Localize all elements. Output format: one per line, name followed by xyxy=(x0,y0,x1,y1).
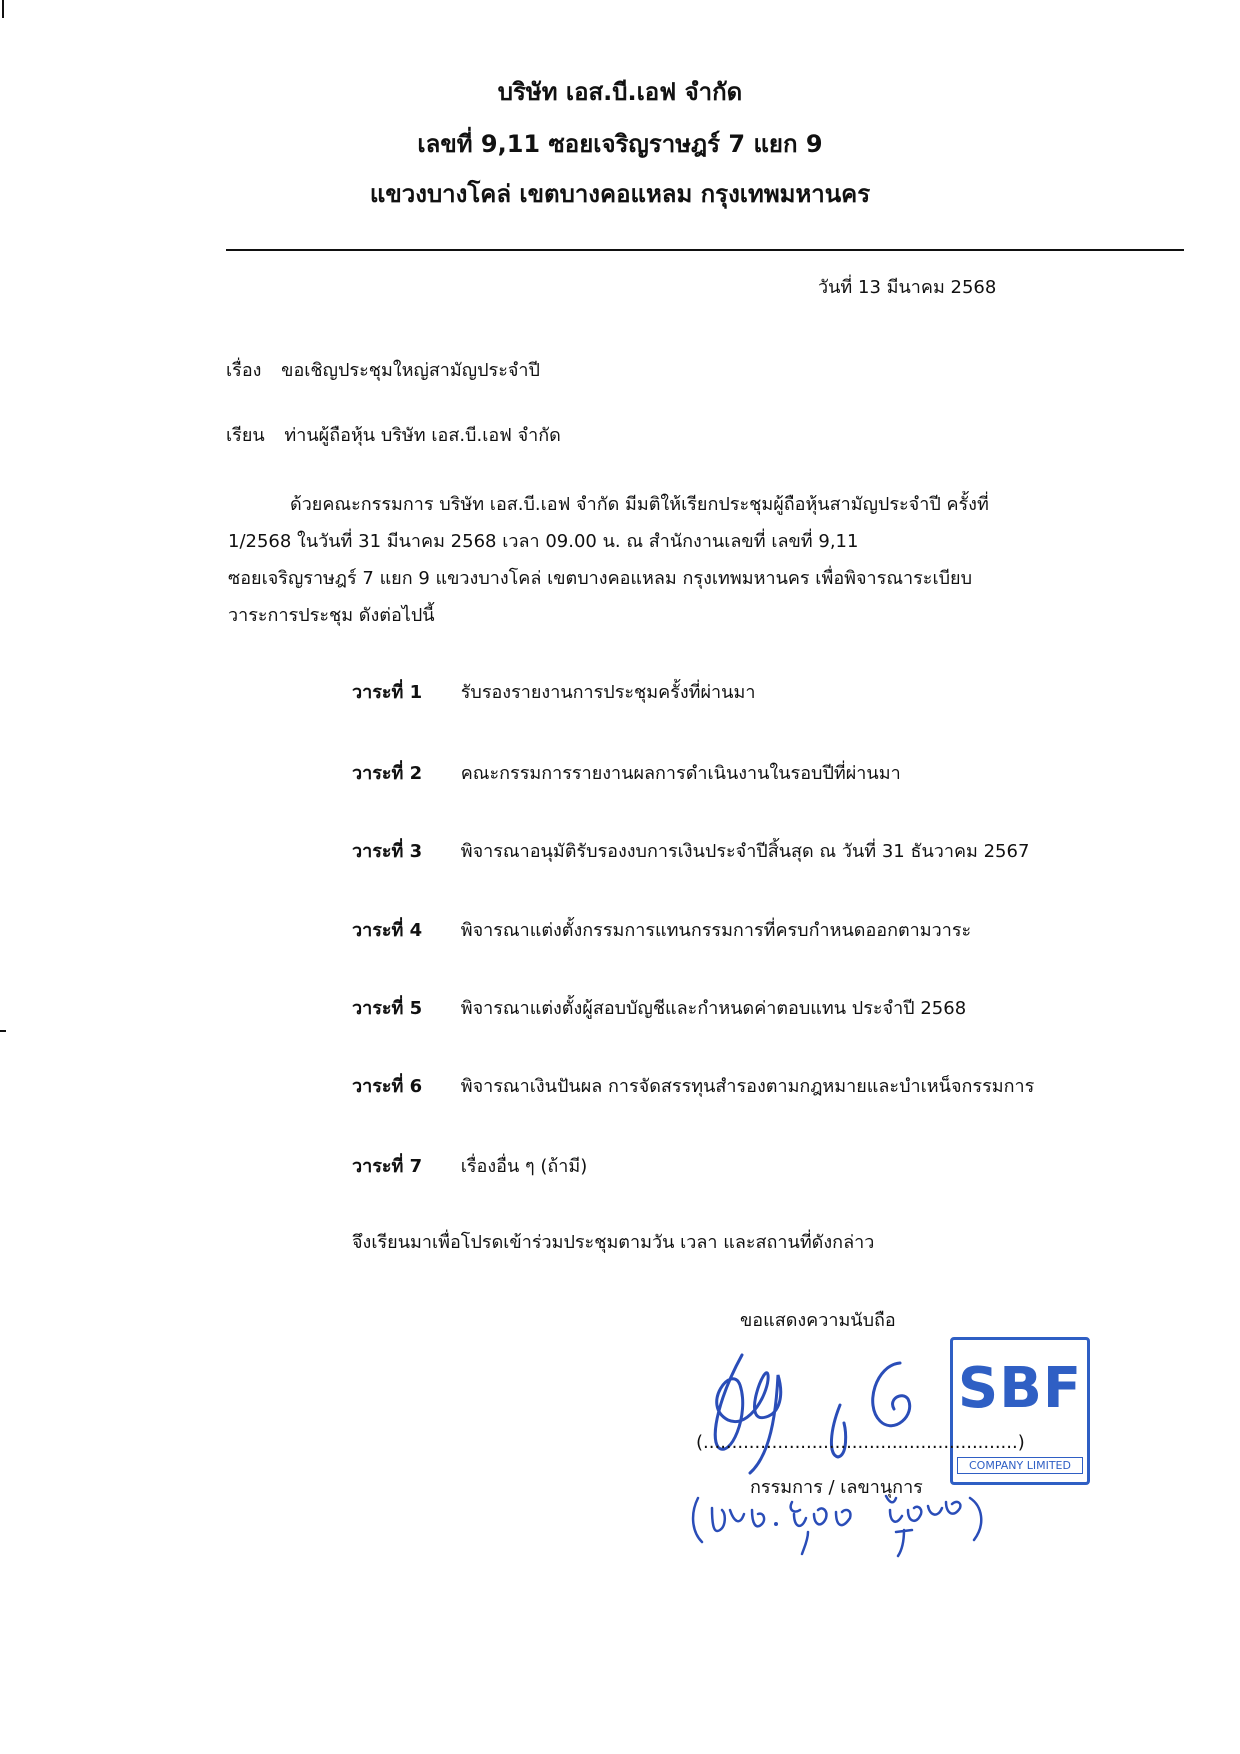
closing-sentence: จึงเรียนมาเพื่อโปรดเข้าร่วมประชุมตามวัน เวลา และสถานที่ดังกล่าว xyxy=(352,1232,875,1253)
subject-text: ขอเชิญประชุมใหญ่สามัญประจำปี xyxy=(281,360,540,381)
signer-role: กรรมการ / เลขานุการ xyxy=(750,1477,923,1498)
agenda-item xyxy=(352,677,755,706)
agenda-number: วาระที่ 2 xyxy=(352,763,423,784)
body-line: ซอยเจริญราษฎร์ 7 แยก 9 แขวงบางโคล่ เขตบางคอแหลม กรุงเทพมหานคร เพื่อพิจารณาระเบียบ xyxy=(228,568,973,589)
handwritten-name-image xyxy=(690,1480,1010,1560)
agenda-item xyxy=(352,915,971,944)
recipient-label: เรียน xyxy=(226,425,265,446)
agenda-number: วาระที่ 6 xyxy=(352,1076,423,1097)
company-stamp xyxy=(950,1337,1090,1485)
agenda-text: พิจารณาอนุมัติรับรองงบการเงินประจำปีสิ้นสุด ณ วันที่ 31 ธันวาคม 2567 xyxy=(460,841,1030,862)
agenda-number: วาระที่ 4 xyxy=(352,920,423,941)
company-name: บริษัท เอส.บี.เอฟ จำกัด xyxy=(497,78,743,106)
body-paragraph xyxy=(228,486,1180,634)
body-line: วาระการประชุม ดังต่อไปนี้ xyxy=(228,605,435,626)
agenda-text: พิจารณาแต่งตั้งกรรมการแทนกรรมการที่ครบกำหนดออกตามวาระ xyxy=(460,920,972,941)
scan-edge-mark xyxy=(0,1030,6,1032)
address-line-2: แขวงบางโคล่ เขตบางคอแหลม กรุงเทพมหานคร xyxy=(369,180,871,208)
scan-edge-mark xyxy=(2,0,4,18)
stamp-logo: SBF xyxy=(957,1356,1083,1421)
stamp-subtitle: COMPANY LIMITED xyxy=(957,1457,1083,1474)
agenda-number: วาระที่ 7 xyxy=(352,1156,423,1177)
signature-image xyxy=(680,1335,980,1485)
header-divider xyxy=(226,249,1184,251)
agenda-item xyxy=(352,758,901,787)
agenda-number: วาระที่ 3 xyxy=(352,841,423,862)
agenda-number: วาระที่ 5 xyxy=(352,998,423,1019)
agenda-item xyxy=(352,836,1029,865)
agenda-item xyxy=(352,1071,1034,1100)
agenda-item xyxy=(352,993,966,1022)
address-line-1: เลขที่ 9,11 ซอยเจริญราษฎร์ 7 แยก 9 xyxy=(417,130,823,158)
body-line: 1/2568 ในวันที่ 31 มีนาคม 2568 เวลา 09.00 น. ณ สำนักงานเลขที่ เลขที่ 9,11 xyxy=(228,531,859,552)
agenda-text: พิจารณาแต่งตั้งผู้สอบบัญชีและกำหนดค่าตอบแทน ประจำปี 2568 xyxy=(460,998,967,1019)
signature-line: (.......................................................) xyxy=(696,1432,1025,1453)
recipient-row xyxy=(226,420,561,449)
subject-row xyxy=(226,355,540,384)
agenda-text: เรื่องอื่น ๆ (ถ้ามี) xyxy=(460,1156,588,1177)
subject-label: เรื่อง xyxy=(226,360,262,381)
regards-text: ขอแสดงความนับถือ xyxy=(740,1310,896,1331)
letter-date: วันที่ 13 มีนาคม 2568 xyxy=(818,277,997,298)
recipient-text: ท่านผู้ถือหุ้น บริษัท เอส.บี.เอฟ จำกัด xyxy=(284,425,561,446)
agenda-text: รับรองรายงานการประชุมครั้งที่ผ่านมา xyxy=(460,682,756,703)
agenda-text: คณะกรรมการรายงานผลการดำเนินงานในรอบปีที่ผ่านมา xyxy=(460,763,901,784)
body-line: ด้วยคณะกรรมการ บริษัท เอส.บี.เอฟ จำกัด มีมติให้เรียกประชุมผู้ถือหุ้นสามัญประจำปี ครั้งที่ xyxy=(290,494,989,515)
agenda-item xyxy=(352,1151,587,1180)
agenda-text: พิจารณาเงินปันผล การจัดสรรทุนสำรองตามกฎหมายและบำเหน็จกรรมการ xyxy=(460,1076,1035,1097)
agenda-number: วาระที่ 1 xyxy=(352,682,423,703)
